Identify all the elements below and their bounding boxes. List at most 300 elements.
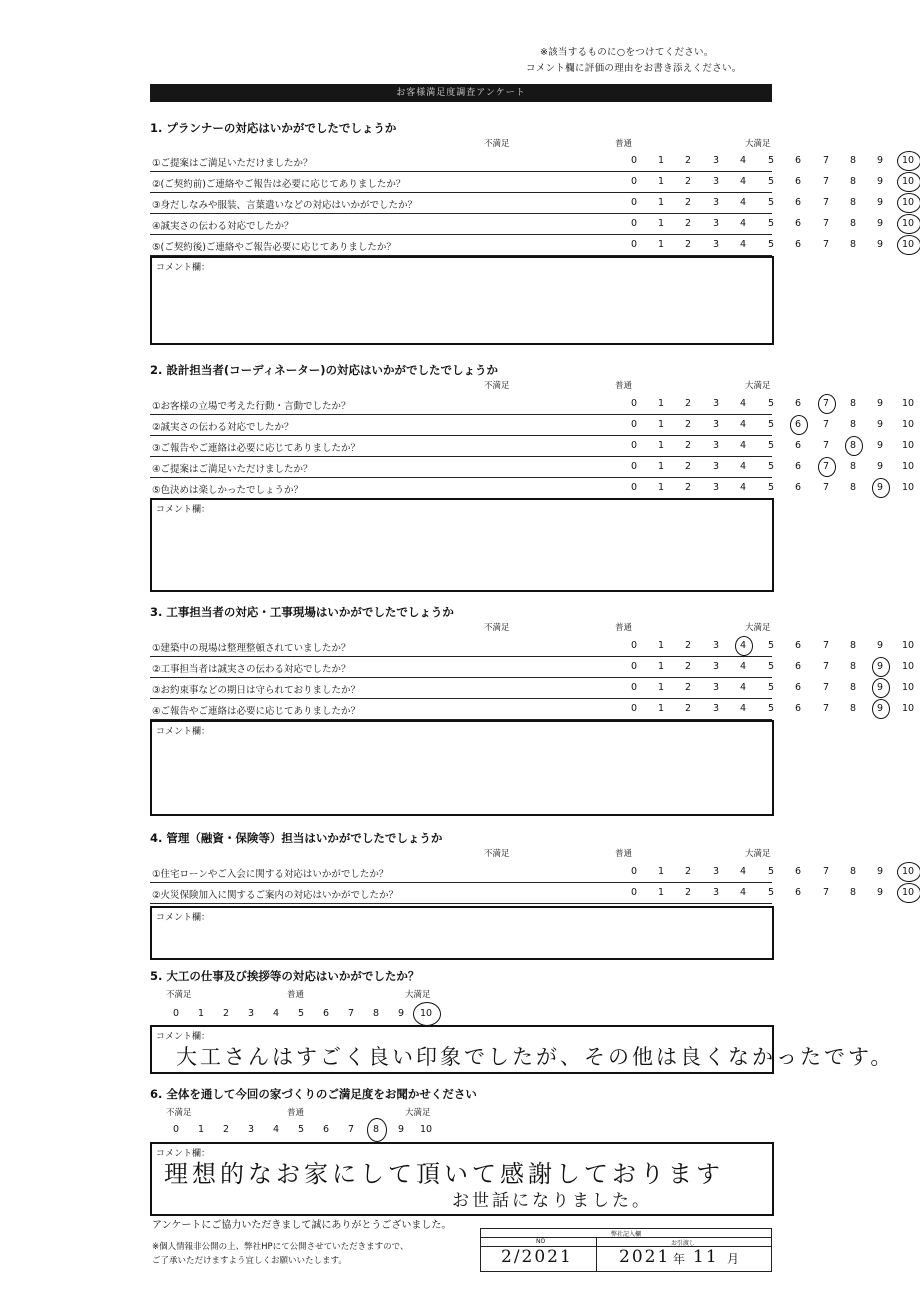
rating-option-7[interactable]: 7 xyxy=(822,239,830,250)
rating-option-10[interactable]: 10 xyxy=(901,440,915,451)
rating-option-9[interactable]: 9 xyxy=(876,682,884,693)
rating-option-9[interactable]: 9 xyxy=(876,661,884,672)
question-row xyxy=(150,677,915,699)
question-row xyxy=(150,656,915,678)
rating-option-5[interactable]: 5 xyxy=(767,482,775,493)
rating-option-2[interactable]: 2 xyxy=(684,682,692,693)
rating-option-4[interactable]: 4 xyxy=(739,419,747,430)
section-6-rating-option-3[interactable]: 3 xyxy=(247,1124,255,1135)
rating-option-8[interactable]: 8 xyxy=(849,661,857,672)
section-6-comment-line-2: お世話になりました。 xyxy=(452,1191,652,1211)
section-6-rating-option-10[interactable]: 10 xyxy=(419,1124,433,1135)
rating-option-3[interactable]: 3 xyxy=(712,887,720,898)
selected-rating-circle xyxy=(872,699,890,719)
rating-option-2[interactable]: 2 xyxy=(684,640,692,651)
section-5-rating-option-7[interactable]: 7 xyxy=(347,1008,355,1019)
rating-option-8[interactable]: 8 xyxy=(849,218,857,229)
rating-option-6[interactable]: 6 xyxy=(794,176,802,187)
rating-option-6[interactable]: 6 xyxy=(794,239,802,250)
rating-option-5[interactable]: 5 xyxy=(767,218,775,229)
rating-option-4[interactable]: 4 xyxy=(739,155,747,166)
rating-option-8[interactable]: 8 xyxy=(849,640,857,651)
section-3-comment-box xyxy=(150,720,774,816)
rating-option-3[interactable]: 3 xyxy=(712,218,720,229)
comment-label: コメント欄： xyxy=(156,913,211,923)
rating-scale xyxy=(626,239,920,253)
question-text: ③ご報告やご連絡は必要に応じてありましたか？ xyxy=(152,443,361,454)
rating-option-10[interactable]: 10 xyxy=(901,682,915,693)
selected-rating-circle xyxy=(872,478,890,498)
rating-option-3[interactable]: 3 xyxy=(712,661,720,672)
year-suffix: 年 xyxy=(673,1252,686,1266)
rating-option-7[interactable]: 7 xyxy=(822,661,830,672)
comment-label: コメント欄： xyxy=(156,1149,211,1159)
rating-option-5[interactable]: 5 xyxy=(767,155,775,166)
rating-option-3[interactable]: 3 xyxy=(712,440,720,451)
rating-option-8[interactable]: 8 xyxy=(849,887,857,898)
rating-option-2[interactable]: 2 xyxy=(684,482,692,493)
rating-option-9[interactable]: 9 xyxy=(876,703,884,714)
question-row xyxy=(150,477,915,499)
section-5-rating-option-2[interactable]: 2 xyxy=(222,1008,230,1019)
rating-option-2[interactable]: 2 xyxy=(684,661,692,672)
rating-scale xyxy=(626,155,920,169)
rating-option-1[interactable]: 1 xyxy=(657,640,665,651)
section-6-rating-option-7[interactable]: 7 xyxy=(347,1124,355,1135)
rating-option-5[interactable]: 5 xyxy=(767,461,775,472)
question-text: ②火災保険加入に関するご案内の対応はいかがでしたか？ xyxy=(152,890,399,901)
section-6-selected-rating-circle xyxy=(367,1118,387,1142)
rating-option-0[interactable]: 0 xyxy=(630,218,638,229)
rating-option-6[interactable]: 6 xyxy=(794,866,802,877)
rating-option-9[interactable]: 9 xyxy=(876,461,884,472)
section-6-rating-option-5[interactable]: 5 xyxy=(297,1124,305,1135)
rating-option-1[interactable]: 1 xyxy=(657,482,665,493)
rating-option-8[interactable]: 8 xyxy=(849,482,857,493)
rating-scale xyxy=(626,682,920,696)
scale-high-label: 大満足 xyxy=(745,139,771,149)
rating-option-3[interactable]: 3 xyxy=(712,866,720,877)
question-row xyxy=(150,882,915,904)
instruction-note-2: コメント欄に評価の理由をお書き添えください。 xyxy=(526,63,742,74)
section-6-rating-option-2[interactable]: 2 xyxy=(222,1124,230,1135)
rating-option-8[interactable]: 8 xyxy=(849,440,857,451)
rating-option-1[interactable]: 1 xyxy=(657,197,665,208)
rating-option-10[interactable]: 10 xyxy=(901,197,915,208)
rating-option-8[interactable]: 8 xyxy=(849,703,857,714)
rating-option-1[interactable]: 1 xyxy=(657,419,665,430)
rating-option-8[interactable]: 8 xyxy=(849,419,857,430)
rating-option-1[interactable]: 1 xyxy=(657,866,665,877)
rating-option-0[interactable]: 0 xyxy=(630,661,638,672)
scale-low-label: 不満足 xyxy=(484,139,510,149)
rating-scale xyxy=(626,440,920,454)
rating-option-8[interactable]: 8 xyxy=(849,155,857,166)
rating-option-4[interactable]: 4 xyxy=(739,661,747,672)
rating-option-4[interactable]: 4 xyxy=(739,482,747,493)
scale-mid-label: 普通 xyxy=(615,381,633,391)
privacy-note-1: ※個人情報非公開の上、弊社HPにて公開させていただきますので、 xyxy=(152,1242,409,1252)
comment-label: コメント欄： xyxy=(156,505,211,515)
rating-option-8[interactable]: 8 xyxy=(849,398,857,409)
section-6-rating-option-9[interactable]: 9 xyxy=(397,1124,405,1135)
section-6-scale-mid: 普通 xyxy=(287,1108,305,1118)
rating-option-9[interactable]: 9 xyxy=(876,866,884,877)
selected-rating-circle xyxy=(735,636,753,656)
rating-option-7[interactable]: 7 xyxy=(822,866,830,877)
no-label: NO xyxy=(536,1238,546,1245)
rating-option-1[interactable]: 1 xyxy=(657,176,665,187)
rating-scale xyxy=(626,197,920,211)
rating-option-6[interactable]: 6 xyxy=(794,640,802,651)
rating-option-10[interactable]: 10 xyxy=(901,461,915,472)
question-text: ③お約束事などの期日は守られておりましたか？ xyxy=(152,685,361,696)
comment-label: コメント欄： xyxy=(156,1032,211,1042)
rating-option-6[interactable]: 6 xyxy=(794,440,802,451)
question-row xyxy=(150,234,915,256)
privacy-note-2: ご了承いただけますよう宜しくお願いいたします。 xyxy=(152,1256,347,1266)
rating-option-0[interactable]: 0 xyxy=(630,703,638,714)
selected-rating-circle xyxy=(897,214,920,234)
rating-option-4[interactable]: 4 xyxy=(739,640,747,651)
rating-option-4[interactable]: 4 xyxy=(739,866,747,877)
rating-option-2[interactable]: 2 xyxy=(684,218,692,229)
rating-option-9[interactable]: 9 xyxy=(876,239,884,250)
rating-option-5[interactable]: 5 xyxy=(767,239,775,250)
question-row xyxy=(150,171,915,193)
rating-option-2[interactable]: 2 xyxy=(684,398,692,409)
rating-option-1[interactable]: 1 xyxy=(657,461,665,472)
rating-option-10[interactable]: 10 xyxy=(901,218,915,229)
rating-option-4[interactable]: 4 xyxy=(739,461,747,472)
rating-option-5[interactable]: 5 xyxy=(767,197,775,208)
delivery-label: お引渡し xyxy=(671,1240,696,1247)
rating-option-4[interactable]: 4 xyxy=(739,440,747,451)
selected-rating-circle xyxy=(818,457,836,477)
rating-option-1[interactable]: 1 xyxy=(657,887,665,898)
rating-option-4[interactable]: 4 xyxy=(739,176,747,187)
rating-option-6[interactable]: 6 xyxy=(794,482,802,493)
rating-option-3[interactable]: 3 xyxy=(712,197,720,208)
rating-option-6[interactable]: 6 xyxy=(794,398,802,409)
rating-option-0[interactable]: 0 xyxy=(630,176,638,187)
comment-label: コメント欄： xyxy=(156,263,211,273)
rating-option-1[interactable]: 1 xyxy=(657,661,665,672)
rating-option-8[interactable]: 8 xyxy=(849,239,857,250)
rating-option-2[interactable]: 2 xyxy=(684,440,692,451)
rating-option-6[interactable]: 6 xyxy=(794,155,802,166)
rating-option-9[interactable]: 9 xyxy=(876,218,884,229)
rating-option-3[interactable]: 3 xyxy=(712,239,720,250)
section-5-rating-option-3[interactable]: 3 xyxy=(247,1008,255,1019)
selected-rating-circle xyxy=(897,193,920,213)
survey-title-banner: お客様満足度調査アンケート xyxy=(150,84,772,102)
question-row xyxy=(150,435,915,457)
question-text: ④誠実さの伝わる対応でしたか？ xyxy=(152,221,294,232)
question-text: ①建築中の現場は整理整頓されていましたか？ xyxy=(152,643,351,654)
rating-option-5[interactable]: 5 xyxy=(767,176,775,187)
rating-option-5[interactable]: 5 xyxy=(767,682,775,693)
rating-option-2[interactable]: 2 xyxy=(684,461,692,472)
rating-option-0[interactable]: 0 xyxy=(630,398,638,409)
rating-scale xyxy=(626,887,920,901)
section-6-rating-option-8[interactable]: 8 xyxy=(372,1124,380,1135)
survey-number: 2/2021 xyxy=(501,1247,573,1267)
rating-option-1[interactable]: 1 xyxy=(657,440,665,451)
rating-scale xyxy=(626,218,920,232)
section-6-rating-option-4[interactable]: 4 xyxy=(272,1124,280,1135)
question-row xyxy=(150,393,915,415)
rating-option-4[interactable]: 4 xyxy=(739,887,747,898)
rating-option-0[interactable]: 0 xyxy=(630,887,638,898)
rating-option-10[interactable]: 10 xyxy=(901,398,915,409)
rating-option-10[interactable]: 10 xyxy=(901,419,915,430)
rating-option-6[interactable]: 6 xyxy=(794,197,802,208)
rating-option-8[interactable]: 8 xyxy=(849,176,857,187)
section-5-rating-option-8[interactable]: 8 xyxy=(372,1008,380,1019)
rating-option-10[interactable]: 10 xyxy=(901,661,915,672)
section-5-comment-box xyxy=(150,1025,895,1074)
rating-option-9[interactable]: 9 xyxy=(876,482,884,493)
selected-rating-circle xyxy=(818,394,836,414)
rating-option-4[interactable]: 4 xyxy=(739,218,747,229)
rating-option-2[interactable]: 2 xyxy=(684,419,692,430)
rating-scale xyxy=(626,640,920,654)
question-row xyxy=(150,414,915,436)
rating-option-7[interactable]: 7 xyxy=(822,887,830,898)
rating-option-3[interactable]: 3 xyxy=(712,398,720,409)
rating-option-5[interactable]: 5 xyxy=(767,640,775,651)
rating-option-0[interactable]: 0 xyxy=(630,419,638,430)
rating-option-2[interactable]: 2 xyxy=(684,887,692,898)
rating-option-3[interactable]: 3 xyxy=(712,419,720,430)
scale-high-label: 大満足 xyxy=(745,381,771,391)
rating-option-3[interactable]: 3 xyxy=(712,703,720,714)
rating-option-9[interactable]: 9 xyxy=(876,640,884,651)
section-2-title: 2. 設計担当者(コーディネーター)の対応はいかがでしたでしょうか xyxy=(150,363,498,377)
office-use-label: 弊社記入欄 xyxy=(611,1231,642,1238)
rating-option-9[interactable]: 9 xyxy=(876,440,884,451)
rating-option-6[interactable]: 6 xyxy=(794,703,802,714)
rating-option-4[interactable]: 4 xyxy=(739,682,747,693)
rating-option-0[interactable]: 0 xyxy=(630,682,638,693)
section-5-rating-option-5[interactable]: 5 xyxy=(297,1008,305,1019)
rating-option-1[interactable]: 1 xyxy=(657,218,665,229)
rating-option-7[interactable]: 7 xyxy=(822,482,830,493)
selected-rating-circle xyxy=(845,436,863,456)
rating-option-9[interactable]: 9 xyxy=(876,398,884,409)
question-row xyxy=(150,698,915,720)
section-6-rating-option-1[interactable]: 1 xyxy=(197,1124,205,1135)
rating-option-9[interactable]: 9 xyxy=(876,419,884,430)
question-text: ④ご報告やご連絡は必要に応じてありましたか？ xyxy=(152,706,361,717)
rating-option-3[interactable]: 3 xyxy=(712,482,720,493)
question-row xyxy=(150,456,915,478)
selected-rating-circle xyxy=(897,862,920,882)
rating-option-0[interactable]: 0 xyxy=(630,440,638,451)
rating-option-0[interactable]: 0 xyxy=(630,239,638,250)
rating-option-4[interactable]: 4 xyxy=(739,398,747,409)
rating-option-6[interactable]: 6 xyxy=(794,661,802,672)
rating-option-3[interactable]: 3 xyxy=(712,640,720,651)
rating-option-7[interactable]: 7 xyxy=(822,703,830,714)
rating-option-8[interactable]: 8 xyxy=(849,682,857,693)
rating-option-7[interactable]: 7 xyxy=(822,461,830,472)
rating-option-10[interactable]: 10 xyxy=(901,866,915,877)
question-text: ②誠実さの伝わる対応でしたか？ xyxy=(152,422,294,433)
rating-option-7[interactable]: 7 xyxy=(822,419,830,430)
scale-low-label: 不満足 xyxy=(484,623,510,633)
scale-low-label: 不満足 xyxy=(484,849,510,859)
rating-option-4[interactable]: 4 xyxy=(739,239,747,250)
rating-option-9[interactable]: 9 xyxy=(876,887,884,898)
scale-mid-label: 普通 xyxy=(615,849,633,859)
rating-option-2[interactable]: 2 xyxy=(684,239,692,250)
rating-option-3[interactable]: 3 xyxy=(712,682,720,693)
rating-option-8[interactable]: 8 xyxy=(849,197,857,208)
rating-scale xyxy=(626,461,920,475)
rating-option-5[interactable]: 5 xyxy=(767,866,775,877)
rating-option-9[interactable]: 9 xyxy=(876,197,884,208)
rating-option-6[interactable]: 6 xyxy=(794,218,802,229)
rating-option-7[interactable]: 7 xyxy=(822,218,830,229)
rating-option-8[interactable]: 8 xyxy=(849,461,857,472)
rating-option-5[interactable]: 5 xyxy=(767,703,775,714)
section-6-comment-line-1: 理想的なお家にして頂いて感謝しております xyxy=(164,1160,724,1188)
section-6-rating-scale xyxy=(168,1124,468,1138)
rating-option-2[interactable]: 2 xyxy=(684,155,692,166)
rating-option-7[interactable]: 7 xyxy=(822,682,830,693)
selected-rating-circle xyxy=(872,678,890,698)
section-5-scale-mid: 普通 xyxy=(287,990,305,1000)
rating-option-4[interactable]: 4 xyxy=(739,197,747,208)
rating-option-10[interactable]: 10 xyxy=(901,176,915,187)
rating-option-5[interactable]: 5 xyxy=(767,440,775,451)
question-row xyxy=(150,635,915,657)
section-5-rating-option-6[interactable]: 6 xyxy=(322,1008,330,1019)
rating-option-5[interactable]: 5 xyxy=(767,661,775,672)
rating-scale xyxy=(626,398,920,412)
section-5-rating-option-4[interactable]: 4 xyxy=(272,1008,280,1019)
section-5-scale-low: 不満足 xyxy=(166,990,192,1000)
rating-scale xyxy=(626,703,920,717)
rating-option-10[interactable]: 10 xyxy=(901,703,915,714)
section-4-comment-box xyxy=(150,906,774,960)
rating-option-9[interactable]: 9 xyxy=(876,176,884,187)
rating-option-7[interactable]: 7 xyxy=(822,176,830,187)
question-row xyxy=(150,150,915,172)
rating-option-3[interactable]: 3 xyxy=(712,155,720,166)
section-1-title: 1. プランナーの対応はいかがでしたでしょうか xyxy=(150,121,397,135)
section-4-title: 4. 管理（融資・保険等）担当はいかがでしたでしょうか xyxy=(150,831,443,845)
rating-option-1[interactable]: 1 xyxy=(657,155,665,166)
rating-option-7[interactable]: 7 xyxy=(822,640,830,651)
selected-rating-circle xyxy=(872,657,890,677)
rating-option-1[interactable]: 1 xyxy=(657,682,665,693)
delivery-year: 2021 xyxy=(619,1247,671,1267)
scale-high-label: 大満足 xyxy=(745,623,771,633)
rating-option-0[interactable]: 0 xyxy=(630,866,638,877)
rating-option-10[interactable]: 10 xyxy=(901,239,915,250)
question-row xyxy=(150,192,915,214)
rating-option-5[interactable]: 5 xyxy=(767,887,775,898)
office-use-box xyxy=(480,1228,772,1272)
rating-option-0[interactable]: 0 xyxy=(630,155,638,166)
rating-option-0[interactable]: 0 xyxy=(630,197,638,208)
section-6-scale-low: 不満足 xyxy=(166,1108,192,1118)
section-2-comment-box xyxy=(150,498,774,592)
question-row xyxy=(150,861,915,883)
section-5-rating-option-0[interactable]: 0 xyxy=(172,1008,180,1019)
rating-option-10[interactable]: 10 xyxy=(901,482,915,493)
rating-option-10[interactable]: 10 xyxy=(901,640,915,651)
rating-option-2[interactable]: 2 xyxy=(684,176,692,187)
rating-option-8[interactable]: 8 xyxy=(849,866,857,877)
rating-option-2[interactable]: 2 xyxy=(684,866,692,877)
question-text: ②(ご契約前)ご連絡やご報告は必要に応じてありましたか？ xyxy=(152,179,406,190)
selected-rating-circle xyxy=(897,151,920,171)
rating-option-6[interactable]: 6 xyxy=(794,887,802,898)
scale-mid-label: 普通 xyxy=(615,139,633,149)
selected-rating-circle xyxy=(897,235,920,255)
rating-option-7[interactable]: 7 xyxy=(822,155,830,166)
question-text: ①ご提案はご満足いただけましたか？ xyxy=(152,158,313,169)
question-text: ②工事担当者は誠実さの伝わる対応でしたか？ xyxy=(152,664,351,675)
rating-option-5[interactable]: 5 xyxy=(767,419,775,430)
rating-option-4[interactable]: 4 xyxy=(739,703,747,714)
rating-scale xyxy=(626,661,920,675)
rating-option-3[interactable]: 3 xyxy=(712,176,720,187)
rating-option-1[interactable]: 1 xyxy=(657,703,665,714)
section-6-rating-option-6[interactable]: 6 xyxy=(322,1124,330,1135)
rating-option-1[interactable]: 1 xyxy=(657,239,665,250)
rating-option-7[interactable]: 7 xyxy=(822,440,830,451)
section-5-rating-option-1[interactable]: 1 xyxy=(197,1008,205,1019)
rating-option-9[interactable]: 9 xyxy=(876,155,884,166)
question-row xyxy=(150,213,915,235)
rating-option-0[interactable]: 0 xyxy=(630,482,638,493)
rating-option-0[interactable]: 0 xyxy=(630,640,638,651)
rating-option-2[interactable]: 2 xyxy=(684,703,692,714)
section-5-selected-rating-circle xyxy=(413,1002,441,1026)
section-6-comment-box xyxy=(150,1142,774,1216)
rating-option-0[interactable]: 0 xyxy=(630,461,638,472)
section-5-rating-scale xyxy=(168,1008,468,1022)
rating-option-1[interactable]: 1 xyxy=(657,398,665,409)
rating-scale xyxy=(626,176,920,190)
rating-option-6[interactable]: 6 xyxy=(794,682,802,693)
rating-option-5[interactable]: 5 xyxy=(767,398,775,409)
section-6-rating-option-0[interactable]: 0 xyxy=(172,1124,180,1135)
rating-option-7[interactable]: 7 xyxy=(822,197,830,208)
section-5-rating-option-10[interactable]: 10 xyxy=(419,1008,433,1019)
rating-option-10[interactable]: 10 xyxy=(901,155,915,166)
question-text: ⑤色決めは楽しかったでしょうか？ xyxy=(152,485,304,496)
section-5-rating-option-9[interactable]: 9 xyxy=(397,1008,405,1019)
section-6-scale-high: 大満足 xyxy=(405,1108,431,1118)
question-text: ③身だしなみや服装、言葉遣いなどの対応はいかがでしたか？ xyxy=(152,200,418,211)
comment-label: コメント欄： xyxy=(156,727,211,737)
rating-option-3[interactable]: 3 xyxy=(712,461,720,472)
section-5-comment-text: 大工さんはすごく良い印象でしたが、その他は良くなかったです。 xyxy=(176,1045,895,1069)
rating-option-7[interactable]: 7 xyxy=(822,398,830,409)
rating-scale xyxy=(626,482,920,496)
section-1-comment-box xyxy=(150,256,774,345)
rating-option-2[interactable]: 2 xyxy=(684,197,692,208)
rating-option-10[interactable]: 10 xyxy=(901,887,915,898)
rating-option-6[interactable]: 6 xyxy=(794,419,802,430)
rating-option-6[interactable]: 6 xyxy=(794,461,802,472)
